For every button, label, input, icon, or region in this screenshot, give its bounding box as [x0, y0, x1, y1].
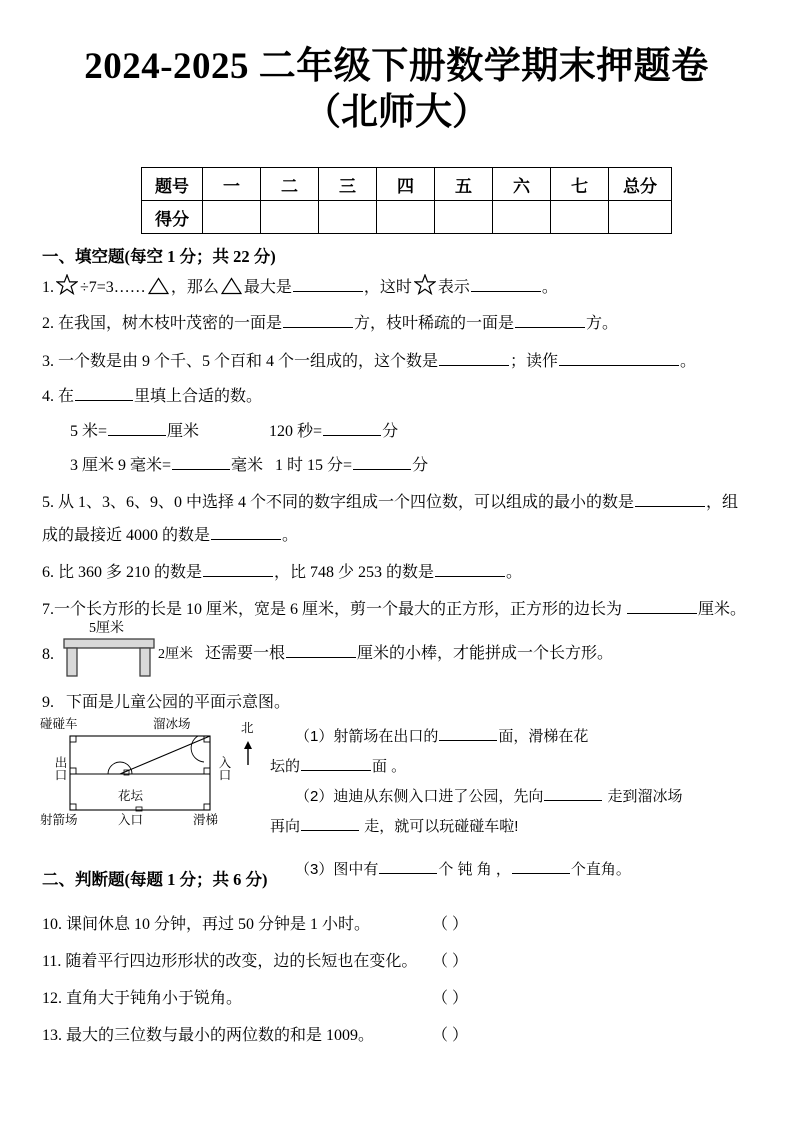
q9-sub-2-text-c: 再向: [270, 818, 301, 835]
q6-text-c: 。: [506, 564, 523, 581]
question-4: [42, 383, 262, 411]
question-4-row-1: [70, 418, 398, 446]
question-2: [42, 310, 618, 338]
map-label-north: 北: [241, 721, 254, 735]
q4-r1-left-unit: 厘米: [167, 423, 200, 440]
q4-text-a: 在: [58, 388, 75, 405]
q9-sub-2-line-2: [270, 812, 518, 842]
q13-number: 13.: [42, 1027, 62, 1044]
question-8-text: [205, 640, 613, 668]
q9-sub-3-text-a: 图中有: [333, 861, 379, 878]
score-table-row-label-question: 题号: [142, 168, 203, 201]
q1-text-d: ，这时: [363, 279, 412, 296]
q4-text-b: 里填上合适的数。: [134, 388, 263, 405]
q3-text-c: 。: [680, 353, 697, 370]
question-4-row-2: [70, 452, 428, 480]
score-cell-1[interactable]: [203, 201, 261, 234]
q9-sub-3-marker: （3）: [295, 861, 334, 878]
score-table-col-7: 七: [551, 168, 609, 201]
q13-text: 最大的三位数与最小的两位数的和是 1009。: [66, 1027, 375, 1044]
q5-text-a: 从 1、3、6、9、0 中选择 4 个不同的数字组成一个四位数，可以组成的最小的数是: [58, 494, 635, 511]
map-label-entrance-east: 入口: [217, 756, 231, 781]
q3-blank-2[interactable]: [559, 350, 679, 366]
u-shape-sticks-icon: [63, 638, 155, 683]
q9-sub-1-text-c: 坛的: [270, 758, 301, 775]
q9-sub-1-blank-1[interactable]: [439, 725, 497, 741]
star-outline-icon-2: [414, 274, 436, 305]
q2-text-a: 在我国，树木枝叶茂密的一面是: [58, 315, 283, 332]
q4-blank-lead[interactable]: [75, 385, 133, 401]
title-line-1: 2024-2025 二年级下册数学期末押题卷: [84, 46, 709, 87]
q1-text-e: 表示: [437, 279, 470, 296]
q5-text-c: 成的最接近 4000 的数是: [42, 527, 211, 544]
q2-blank-2[interactable]: [515, 312, 585, 328]
q4-r2-left-blank[interactable]: [172, 454, 230, 470]
q11-answer-paren[interactable]: （ ）: [432, 953, 469, 970]
q8-blank-1[interactable]: [286, 642, 356, 658]
map-label-entrance-south: 入口: [118, 813, 144, 827]
q12-answer-paren[interactable]: （ ）: [432, 990, 469, 1007]
q8-top-label: 5厘米: [89, 621, 124, 636]
score-table: [141, 167, 672, 234]
table-row-header: [142, 168, 672, 201]
park-plan-diagram: [40, 718, 280, 828]
question-7: [42, 596, 746, 624]
q9-sub-1-text-a: 射箭场在出口的: [333, 728, 439, 745]
table-row-scores: [142, 201, 672, 234]
score-table-col-3: 三: [319, 168, 377, 201]
q5-blank-2[interactable]: [211, 524, 281, 540]
q6-blank-1[interactable]: [203, 561, 273, 577]
q2-text-c: 方。: [586, 315, 619, 332]
q3-text-b: ；读作: [510, 353, 559, 370]
score-cell-2[interactable]: [261, 201, 319, 234]
score-table-col-1: 一: [203, 168, 261, 201]
q11-text: 随着平行四边形形状的改变，边的长短也在变化。: [65, 953, 418, 970]
q3-blank-1[interactable]: [439, 350, 509, 366]
q4-r1-right-blank[interactable]: [323, 420, 381, 436]
q1-blank-2[interactable]: [471, 276, 541, 292]
q3-text-a: 一个数是由 9 个千、5 个百和 4 个一组成的，这个数是: [58, 353, 439, 370]
triangle-outline-icon-2: [221, 277, 242, 305]
q2-number: 2.: [42, 315, 54, 332]
map-label-slide: 滑梯: [193, 813, 219, 827]
q1-text-b: ，那么: [170, 279, 219, 296]
q10-number: 10.: [42, 916, 62, 933]
q8-number: 8.: [42, 646, 54, 663]
q9-sub-1-line-1: [295, 722, 588, 752]
q4-r2-left-label: 3 厘米 9 毫米=: [70, 457, 172, 474]
q6-blank-2[interactable]: [435, 561, 505, 577]
q9-number: 9.: [42, 694, 54, 711]
q12-text: 直角大于钝角小于锐角。: [66, 990, 243, 1007]
question-1: [42, 274, 558, 305]
score-table-row-label-score: 得分: [142, 201, 203, 234]
score-table-col-5: 五: [435, 168, 493, 201]
question-13: [42, 1022, 374, 1050]
star-outline-icon: [56, 274, 78, 305]
q9-sub-1-text-d: 面 。: [372, 758, 407, 775]
page-title: [0, 44, 793, 136]
question-10: [42, 911, 370, 939]
score-cell-6[interactable]: [493, 201, 551, 234]
q7-text-a: 一个长方形的长是 10 厘米，宽是 6 厘米，剪一个最大的正方形，正方形的边长为: [54, 601, 623, 618]
question-5: [42, 489, 738, 517]
q9-sub-2-line-1: [295, 782, 683, 812]
q7-number: 7.: [42, 601, 54, 618]
q4-number: 4.: [42, 388, 54, 405]
q9-sub-2-marker: （2）: [295, 788, 334, 805]
question-12: [42, 985, 242, 1013]
q9-sub-3-text-b: 个 钝 角 ，: [438, 861, 511, 878]
score-cell-7[interactable]: [551, 201, 609, 234]
q4-r1-right-label: 120 秒=: [269, 423, 323, 440]
q1-text-a: ÷7=3……: [80, 279, 146, 296]
q1-blank-1[interactable]: [293, 276, 363, 292]
q9-sub-1-marker: （1）: [295, 728, 334, 745]
q9-sub-2-blank-1[interactable]: [544, 785, 602, 801]
q9-sub-3-text-c: 个直角。: [570, 861, 631, 878]
question-11: [42, 948, 417, 976]
q5-text-b: ，组: [706, 494, 739, 511]
q7-text-b: 厘米。: [698, 601, 747, 618]
q5-text-d: 。: [282, 527, 299, 544]
q13-answer-paren[interactable]: （ ）: [432, 1027, 469, 1044]
map-label-bumper-cars: 碰碰车: [40, 717, 78, 731]
q8-text-a: 还需要一根: [205, 645, 286, 662]
section-heading-true-false: 二、判断题(每题 1 分；共 6 分): [42, 870, 268, 889]
q9-sub-2-text-b: 走到溜冰场: [607, 788, 683, 805]
q8-side-label: 2厘米: [158, 647, 193, 662]
q6-text-b: ，比 748 少 253 的数是: [274, 564, 435, 581]
question-3: [42, 348, 696, 376]
score-table-col-4: 四: [377, 168, 435, 201]
q5-number: 5.: [42, 494, 54, 511]
q9-sub-2-text-a: 迪迪从东侧入口进了公园，先向: [333, 788, 544, 805]
q10-answer-paren[interactable]: （ ）: [432, 916, 469, 933]
q8-text-b: 厘米的小棒，才能拼成一个长方形。: [357, 645, 614, 662]
q4-r1-left-blank[interactable]: [108, 420, 166, 436]
q9-sub-1-text-b: 面，滑梯在花: [498, 728, 589, 745]
q9-sub-2-blank-2[interactable]: [301, 815, 359, 831]
q1-text-c: 最大是: [243, 279, 292, 296]
q1-number: 1.: [42, 279, 54, 296]
triangle-outline-icon: [148, 277, 169, 305]
score-table-col-2: 二: [261, 168, 319, 201]
q7-blank-1[interactable]: [627, 598, 697, 614]
q5-blank-1[interactable]: [635, 491, 705, 507]
q3-number: 3.: [42, 353, 54, 370]
score-cell-4[interactable]: [377, 201, 435, 234]
score-table-col-6: 六: [493, 168, 551, 201]
q9-sub-3-blank-2[interactable]: [512, 858, 570, 874]
question-8-number: [42, 641, 54, 669]
q9-sub-1-line-2: [270, 752, 406, 782]
map-label-skating-rink: 溜冰场: [153, 717, 191, 731]
map-label-archery-field: 射箭场: [40, 813, 78, 827]
q9-sub-2-text-d: 走，就可以玩碰碰车啦!: [364, 818, 519, 835]
score-cell-3[interactable]: [319, 201, 377, 234]
q10-text: 课间休息 10 分钟，再过 50 分钟是 1 小时。: [66, 916, 371, 933]
question-6: [42, 559, 522, 587]
map-label-exit-west: 出口: [53, 756, 67, 781]
score-table-col-total: 总分: [609, 168, 672, 201]
question-9: [42, 689, 290, 717]
q12-number: 12.: [42, 990, 62, 1007]
score-cell-5[interactable]: [435, 201, 493, 234]
q6-text-a: 比 360 多 210 的数是: [58, 564, 203, 581]
question-5-cont: [42, 522, 298, 550]
q9-sub-1-blank-2[interactable]: [301, 755, 371, 771]
q9-sub-3-line-1: [295, 855, 631, 885]
q11-number: 11.: [42, 953, 62, 970]
q4-r1-right-unit: 分: [382, 423, 399, 440]
title-line-2: （北师大）: [304, 92, 489, 133]
section-heading-fill-blanks: 一、填空题(每空 1 分；共 22 分): [42, 247, 276, 266]
score-cell-total[interactable]: [609, 201, 672, 234]
q9-sub-3-blank-1[interactable]: [379, 858, 437, 874]
q4-r2-right-label: 1 时 15 分=: [275, 457, 353, 474]
q9-lead: 下面是儿童公园的平面示意图。: [66, 694, 291, 711]
north-arrow-icon: [240, 740, 256, 771]
map-label-flower-bed: 花坛: [118, 789, 144, 803]
q4-r1-left-label: 5 米=: [70, 423, 108, 440]
q4-r2-left-unit: 毫米: [231, 457, 264, 474]
q4-r2-right-blank[interactable]: [353, 454, 411, 470]
q6-number: 6.: [42, 564, 54, 581]
q2-blank-1[interactable]: [283, 312, 353, 328]
q1-end: 。: [541, 279, 558, 296]
q2-text-b: 方，枝叶稀疏的一面是: [354, 315, 515, 332]
q4-r2-right-unit: 分: [412, 457, 429, 474]
